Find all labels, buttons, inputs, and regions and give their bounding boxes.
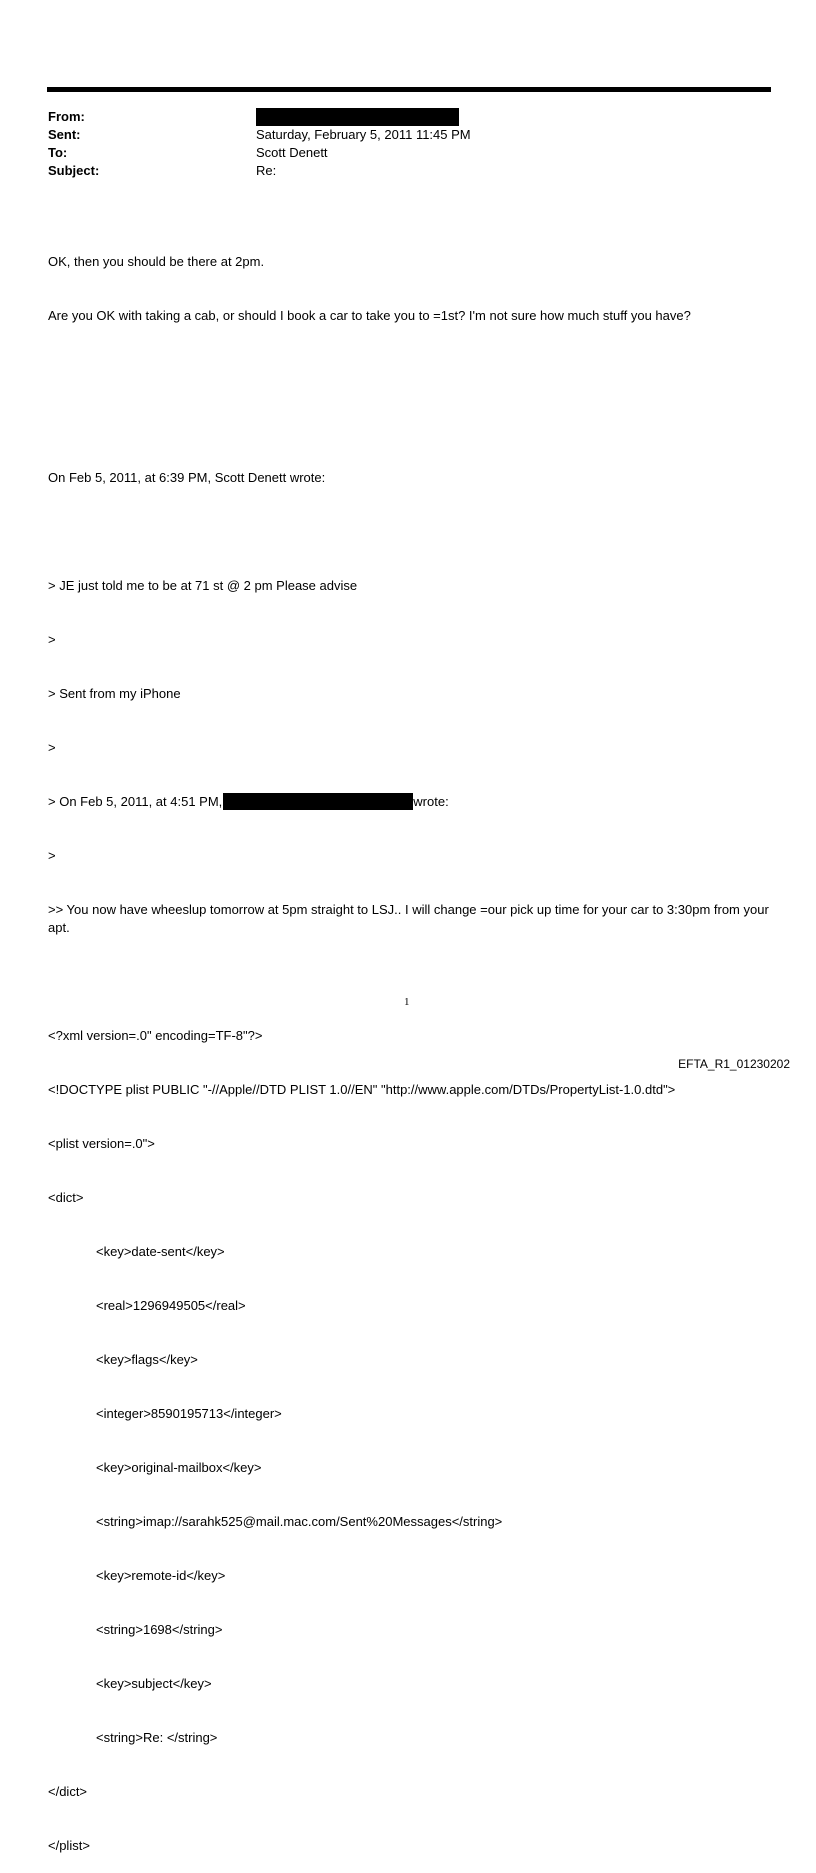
plist-line: <key>subject</key> [96, 1676, 212, 1691]
redacted-sender [256, 108, 459, 126]
page-number: 1 [404, 996, 410, 1008]
header-rule [47, 87, 771, 92]
body-line: Are you OK with taking a cab, or should I book a car to take you to =1st? I'm not sure how much stuff you have? [48, 308, 691, 323]
from-row [48, 108, 471, 126]
plist-line: <?xml version=.0" encoding=TF-8"?> [48, 1028, 263, 1043]
sent-value: Saturday, February 5, 2011 11:45 PM [256, 127, 471, 142]
to-row [48, 144, 471, 162]
plist-line: <string>Re: </string> [96, 1730, 218, 1745]
plist-line: <real>1296949505</real> [96, 1298, 246, 1313]
sent-row [48, 126, 471, 144]
quoted-line: > [48, 632, 56, 647]
to-label: To: [48, 145, 68, 160]
plist-line: <key>date-sent</key> [96, 1244, 225, 1259]
subject-value: Re: [256, 163, 277, 178]
plist-line: <key>original-mailbox</key> [96, 1460, 262, 1475]
plist-line: <plist version=.0"> [48, 1136, 155, 1151]
quoted-line: > Sent from my iPhone [48, 686, 181, 701]
plist-line: <dict> [48, 1190, 84, 1205]
plist-line: </dict> [48, 1784, 88, 1799]
quoted-line: > [48, 848, 56, 863]
plist-line: <integer>8590195713</integer> [96, 1406, 282, 1421]
from-label: From: [48, 109, 85, 124]
quote-intro: On Feb 5, 2011, at 6:39 PM, Scott Denett wrote: [48, 470, 326, 485]
body-line: OK, then you should be there at 2pm. [48, 254, 265, 269]
quoted-suffix: wrote: [413, 794, 449, 809]
quoted-line: >> You now have wheeslup tomorrow at 5pm straight to LSJ.. I will change =our pick up time for your car to 3:30pm from your apt. [48, 902, 773, 935]
plist-line: <string>imap://sarahk525@mail.mac.com/Sent%20Messages</string> [96, 1514, 503, 1529]
to-value: Scott Denett [256, 145, 328, 160]
email-body [48, 217, 776, 1873]
quoted-line: > [48, 740, 56, 755]
sent-label: Sent: [48, 127, 81, 142]
email-header [48, 108, 471, 180]
subject-label: Subject: [48, 163, 100, 178]
plist-line: <key>remote-id</key> [96, 1568, 226, 1583]
plist-line: <key>flags</key> [96, 1352, 198, 1367]
plist-line: <string>1698</string> [96, 1622, 223, 1637]
quoted-line [48, 793, 776, 811]
plist-line: <!DOCTYPE plist PUBLIC "-//Apple//DTD PLIST 1.0//EN" "http://www.apple.com/DTDs/PropertyList-1.0.dtd"> [48, 1082, 676, 1097]
quoted-line: > JE just told me to be at 71 st @ 2 pm Please advise [48, 578, 358, 593]
redacted-name [223, 793, 413, 810]
document-id: EFTA_R1_01230202 [678, 1057, 790, 1071]
subject-row [48, 162, 471, 180]
plist-line: </plist> [48, 1838, 90, 1853]
quoted-prefix: > On Feb 5, 2011, at 4:51 PM, [48, 794, 223, 809]
